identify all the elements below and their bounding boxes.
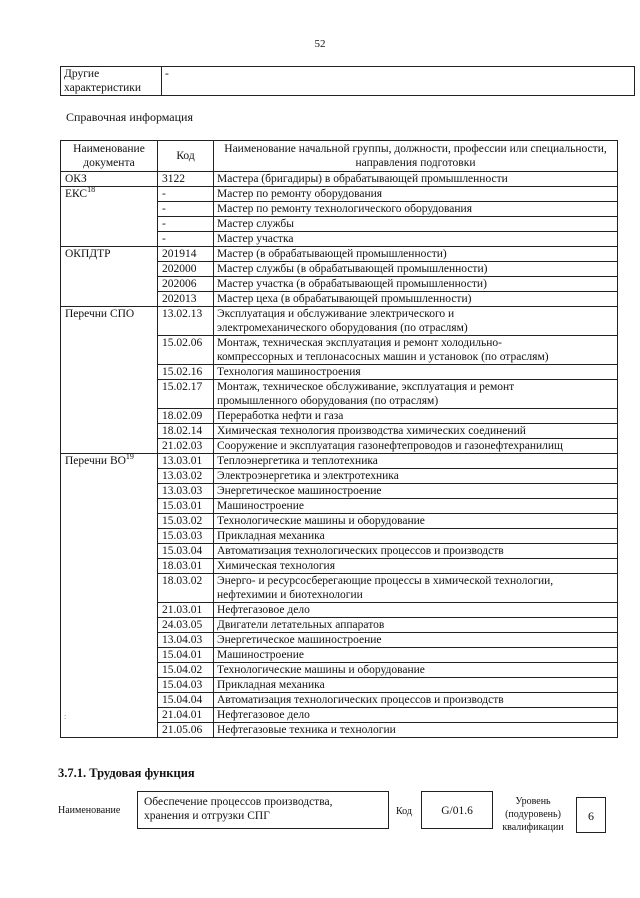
- name-line: Мастер (в обрабатывающей промышленности): [217, 248, 447, 260]
- name-line: Мастер цеха (в обрабатывающей промышленности): [217, 293, 472, 305]
- name-cell: [214, 544, 618, 559]
- name-cell: [214, 380, 618, 409]
- code-cell: 13.03.02: [158, 469, 214, 484]
- table-row: [61, 307, 618, 336]
- name-cell: [214, 172, 618, 187]
- labor-function-name: [137, 791, 389, 829]
- name-cell: [214, 559, 618, 574]
- code-cell: 18.02.14: [158, 424, 214, 439]
- code-cell: 13.02.13: [158, 307, 214, 336]
- name-line: электромеханического оборудования (по отраслям): [217, 322, 468, 334]
- qualification-level-label-3: квалификации: [502, 822, 564, 833]
- table-row: [61, 187, 618, 202]
- name-cell: [214, 202, 618, 217]
- name-cell: [214, 307, 618, 336]
- labor-function-code: G/01.6: [421, 791, 493, 829]
- document-name: Перечни СПО: [65, 308, 135, 320]
- name-line: Энерго- и ресурсосберегающие процессы в химической технологии,: [217, 575, 554, 587]
- section-title: 3.7.1. Трудовая функция: [58, 766, 195, 780]
- code-cell: 15.03.02: [158, 514, 214, 529]
- name-cell: [214, 232, 618, 247]
- name-cell: [214, 574, 618, 603]
- name-line: Двигатели летательных аппаратов: [217, 619, 385, 631]
- name-line: Электроэнергетика и электротехника: [217, 470, 399, 482]
- name-cell: [214, 633, 618, 648]
- name-line: Химическая технология производства химических соединений: [217, 425, 526, 437]
- code-cell: 18.03.01: [158, 559, 214, 574]
- header-code: Код: [158, 141, 214, 172]
- reference-title: Справочная информация: [66, 110, 193, 124]
- code-cell: 13.03.03: [158, 484, 214, 499]
- name-line: Энергетическое машиностроение: [217, 634, 382, 646]
- labor-function-name-label: Наименование: [58, 805, 121, 816]
- name-line: Мастера (бригадиры) в обрабатывающей промышленности: [217, 173, 508, 185]
- name-line: Технологические машины и оборудование: [217, 664, 425, 676]
- name-line: Мастер службы (в обрабатывающей промышленности): [217, 263, 488, 275]
- name-line: Монтаж, техническое обслуживание, эксплуатация и ремонт: [217, 381, 515, 393]
- name-line: Мастер по ремонту оборудования: [217, 188, 383, 200]
- name-cell: [214, 277, 618, 292]
- name-cell: [214, 723, 618, 738]
- name-line: Нефтегазовое дело: [217, 709, 310, 721]
- name-line: Эксплуатация и обслуживание электрического и: [217, 308, 455, 320]
- header-name: Наименование начальной группы, должности, профессии или специальности, направления подготовки: [214, 141, 618, 172]
- document-name: Перечни ВО: [65, 455, 126, 467]
- name-line: Технология машиностроения: [217, 366, 361, 378]
- document-name-cell: [61, 247, 158, 307]
- labor-function-name-line1: Обеспечение процессов производства,: [144, 796, 333, 808]
- code-cell: -: [158, 202, 214, 217]
- name-line: Мастер участка (в обрабатывающей промышленности): [217, 278, 487, 290]
- name-cell: [214, 187, 618, 202]
- document-name-cell: [61, 187, 158, 247]
- name-line: Теплоэнергетика и теплотехника: [217, 455, 378, 467]
- table-row: [61, 172, 618, 187]
- labor-function-code-label: Код: [396, 806, 412, 817]
- name-cell: [214, 678, 618, 693]
- name-line: Мастер службы: [217, 218, 295, 230]
- document-name-cell: [61, 454, 158, 738]
- code-cell: 18.02.09: [158, 409, 214, 424]
- code-cell: 202000: [158, 262, 214, 277]
- name-cell: [214, 648, 618, 663]
- name-cell: [214, 292, 618, 307]
- code-cell: 21.05.06: [158, 723, 214, 738]
- code-cell: -: [158, 232, 214, 247]
- name-cell: [214, 514, 618, 529]
- code-cell: 15.04.01: [158, 648, 214, 663]
- name-line: Энергетическое машиностроение: [217, 485, 382, 497]
- name-line: Мастер участка: [217, 233, 294, 245]
- margin-mark: :: [64, 712, 67, 721]
- code-cell: 15.04.03: [158, 678, 214, 693]
- table-row: [61, 247, 618, 262]
- code-cell: 21.04.01: [158, 708, 214, 723]
- code-cell: 15.02.06: [158, 336, 214, 365]
- document-name-cell: [61, 172, 158, 187]
- code-cell: 15.02.17: [158, 380, 214, 409]
- name-line: Нефтегазовые техника и технологии: [217, 724, 396, 736]
- code-cell: -: [158, 217, 214, 232]
- name-cell: [214, 454, 618, 469]
- name-cell: [214, 693, 618, 708]
- name-line: Прикладная механика: [217, 530, 325, 542]
- code-cell: 21.02.03: [158, 439, 214, 454]
- document-name-cell: [61, 307, 158, 454]
- name-line: Нефтегазовое дело: [217, 604, 310, 616]
- name-line: Монтаж, техническая эксплуатация и ремонт холодильно-: [217, 337, 502, 349]
- qualification-level-label-2: (подуровень): [505, 809, 561, 820]
- name-line: нефтехимии и биотехнологии: [217, 589, 363, 601]
- name-cell: [214, 247, 618, 262]
- name-line: Машиностроение: [217, 649, 304, 661]
- other-characteristics-label: Другие характеристики: [61, 67, 162, 96]
- code-cell: 13.03.01: [158, 454, 214, 469]
- reference-table: [60, 140, 618, 738]
- name-line: Химическая технология: [217, 560, 335, 572]
- code-cell: 18.03.02: [158, 574, 214, 603]
- name-cell: [214, 262, 618, 277]
- code-cell: 15.03.03: [158, 529, 214, 544]
- code-cell: 15.02.16: [158, 365, 214, 380]
- name-line: промышленного оборудования (по отраслям): [217, 395, 439, 407]
- other-characteristics-value: -: [162, 67, 635, 96]
- name-cell: [214, 663, 618, 678]
- table-row: [61, 454, 618, 469]
- qualification-level: 6: [576, 797, 606, 833]
- footnote-ref: 19: [125, 452, 134, 462]
- code-cell: 13.04.03: [158, 633, 214, 648]
- qualification-level-label-1: Уровень: [515, 796, 551, 807]
- name-cell: [214, 469, 618, 484]
- header-doc: Наименование документа: [61, 141, 158, 172]
- name-line: Технологические машины и оборудование: [217, 515, 425, 527]
- other-characteristics-table: [60, 66, 635, 96]
- code-cell: 24.03.05: [158, 618, 214, 633]
- code-cell: 15.04.04: [158, 693, 214, 708]
- document-name: ЕКС: [65, 188, 88, 200]
- name-cell: [214, 603, 618, 618]
- code-cell: 3122: [158, 172, 214, 187]
- name-line: Мастер по ремонту технологического оборудования: [217, 203, 472, 215]
- page-number: 52: [314, 38, 326, 50]
- name-cell: [214, 499, 618, 514]
- code-cell: 202013: [158, 292, 214, 307]
- name-line: Сооружение и эксплуатация газонефтепроводов и газонефтехранилищ: [217, 440, 563, 452]
- document-name: ОКЗ: [65, 173, 87, 185]
- name-cell: [214, 409, 618, 424]
- name-cell: [214, 424, 618, 439]
- code-cell: -: [158, 187, 214, 202]
- name-cell: [214, 336, 618, 365]
- name-cell: [214, 529, 618, 544]
- name-line: Переработка нефти и газа: [217, 410, 344, 422]
- name-cell: [214, 708, 618, 723]
- name-cell: [214, 217, 618, 232]
- name-line: Автоматизация технологических процессов и производств: [217, 694, 504, 706]
- labor-function-name-line2: хранения и отгрузки СПГ: [144, 810, 270, 822]
- name-line: Машиностроение: [217, 500, 304, 512]
- code-cell: 202006: [158, 277, 214, 292]
- code-cell: 21.03.01: [158, 603, 214, 618]
- code-cell: 15.03.04: [158, 544, 214, 559]
- name-line: компрессорных и теплонасосных машин и установок (по отраслям): [217, 351, 549, 363]
- name-cell: [214, 618, 618, 633]
- name-cell: [214, 365, 618, 380]
- name-line: Автоматизация технологических процессов и производств: [217, 545, 504, 557]
- code-cell: 201914: [158, 247, 214, 262]
- footnote-ref: 18: [87, 185, 96, 195]
- document-name: ОКПДТР: [65, 248, 111, 260]
- qualification-level-label: [495, 795, 571, 834]
- code-cell: 15.04.02: [158, 663, 214, 678]
- name-cell: [214, 439, 618, 454]
- name-cell: [214, 484, 618, 499]
- code-cell: 15.03.01: [158, 499, 214, 514]
- name-line: Прикладная механика: [217, 679, 325, 691]
